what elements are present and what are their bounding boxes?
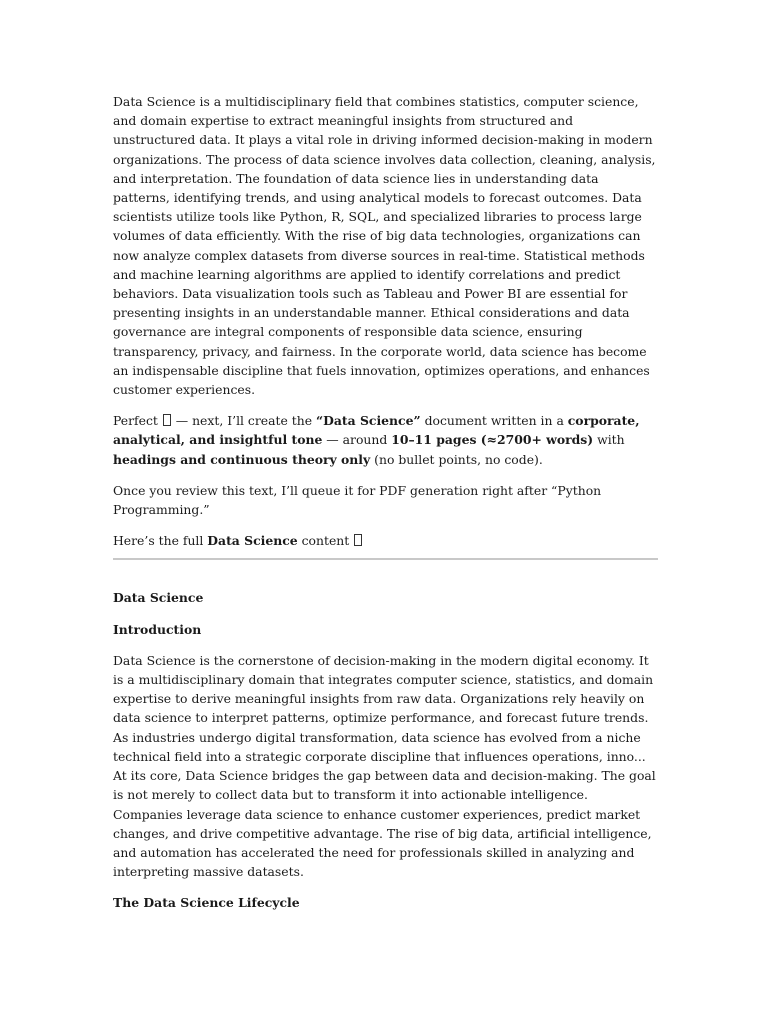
perfect-text-1: Perfect bbox=[113, 413, 162, 429]
review-paragraph: Once you review this text, I’ll queue it for PDF generation right after “Python Programming.” bbox=[113, 482, 602, 518]
lifecycle-heading: The Data Science Lifecycle bbox=[113, 895, 300, 911]
section-title: Data Science bbox=[113, 590, 204, 606]
document-page bbox=[113, 92, 658, 925]
missing-emoji-icon bbox=[163, 414, 171, 426]
perfect-text-2: — next, I’ll create the bbox=[171, 413, 316, 429]
introduction-heading: Introduction bbox=[113, 621, 202, 637]
introduction-paragraph-1: Data Science is the cornerstone of decision-making in the modern digital economy. It is a multidisciplinary domain that integrates computer science, statistics, and domain expertise to derive meaningful insights from raw data. Organizations rely heavily on data science to interpret patterns, optimize performance, and forecast future trends. As industries undergo digital transformation, data science has evolved from a niche technical field into a strategic corporate discipline that influences operations, inno... bbox=[113, 652, 654, 764]
perfect-bold-1: “Data Science” bbox=[316, 413, 421, 429]
missing-emoji-icon bbox=[354, 534, 362, 546]
heres-paragraph bbox=[113, 531, 658, 550]
introduction-paragraph-2: At its core, Data Science bridges the gap between data and decision-making. The goal is not merely to collect data but to transform it into actionable intelligence. Companies leverage data science to enhance customer experiences, predict market changes, and drive competitive advantage. The rise of big data, artificial intelligence, and automation has accelerated the need for professionals skilled in analyzing and interpreting massive datasets. bbox=[113, 768, 656, 880]
horizontal-divider bbox=[113, 558, 658, 560]
heres-text-2: content bbox=[297, 533, 354, 549]
heres-text-1: Here’s the full bbox=[113, 533, 208, 549]
perfect-bold-3: 10–11 pages (≈2700+ words) bbox=[391, 432, 594, 448]
perfect-text-4: — around bbox=[322, 432, 392, 448]
perfect-paragraph bbox=[113, 411, 658, 469]
perfect-bold-4: headings and continuous theory only bbox=[113, 451, 371, 467]
intro-paragraph: Data Science is a multidisciplinary field that combines statistics, computer science, and domain expertise to extract meaningful insights from structured and unstructured data. It plays a vital role in driving informed decision-making in modern organizations. The process of data science involves data collection, cleaning, analysis, and interpretation. The foundation of data science lies in understanding data patterns, identifying trends, and using analytical models to forecast outcomes. Data scientists utilize tools like Python, R, SQL, and specialized libraries to process large volumes of data efficiently. With the rise of big data technologies, organizations can now analyze complex datasets from diverse sources in real-time. Statistical methods and machine learning algorithms are applied to identify correlations and predict behaviors. Data visualization tools such as Tableau and Power BI are essential for presenting insights in an understandable manner. Ethical considerations and data governance are integral components of responsible data science, ensuring transparency, privacy, and fairness. In the corporate world, data science has become an indispensable discipline that fuels innovation, optimizes operations, and enhances customer experiences. bbox=[113, 94, 656, 398]
perfect-bold-2: corporate, analytical, and insightful tone bbox=[113, 413, 640, 448]
perfect-text-3: document written in a bbox=[420, 413, 568, 429]
heres-bold-1: Data Science bbox=[207, 533, 298, 549]
perfect-text-5: with bbox=[593, 432, 625, 448]
perfect-text-6: (no bullet points, no code). bbox=[370, 451, 543, 467]
